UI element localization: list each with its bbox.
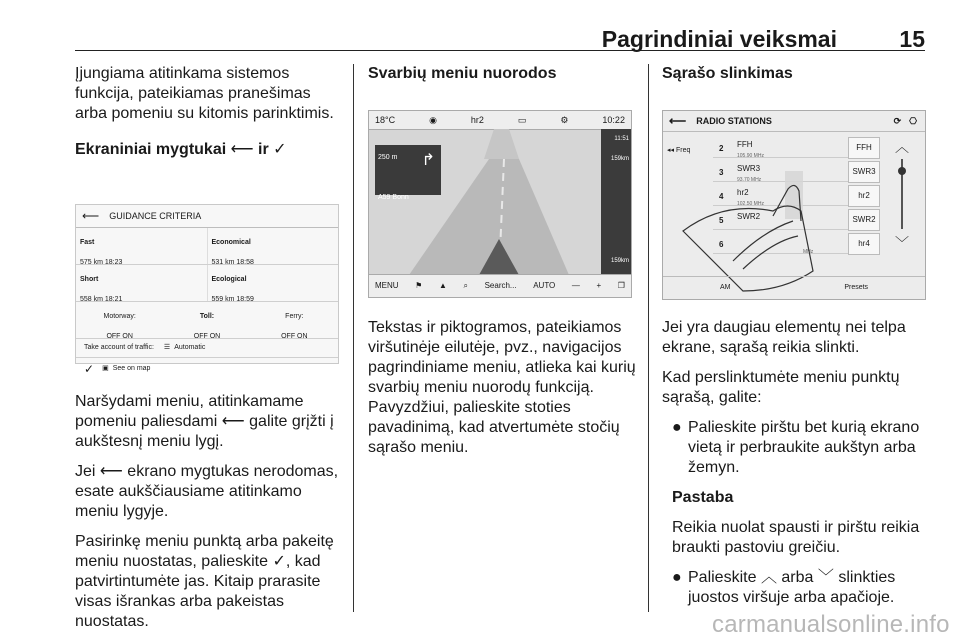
turn-distance: 250 m [378, 154, 398, 161]
screen-title-bar [76, 205, 338, 228]
subheading-scrolling: Sąrašo slinkimas [662, 65, 793, 82]
option-label: Fast [80, 239, 95, 246]
refresh-icon[interactable]: ⟳ [893, 116, 902, 126]
toggle-ferry[interactable] [251, 302, 338, 338]
route-row [76, 265, 338, 302]
paragraph-navigate [75, 392, 343, 452]
sort-label: Freq [675, 147, 691, 154]
option-economical[interactable] [207, 228, 339, 264]
option-info: 531 km 18:58 [211, 259, 254, 266]
route-sidebar [601, 129, 631, 275]
option-short[interactable] [76, 265, 207, 301]
toggle-off: OFF [281, 333, 296, 340]
navigation-arrow-icon[interactable]: ▲ [438, 281, 447, 290]
compass-icon[interactable]: ◉ [429, 115, 437, 125]
station-frequency: 105.90 MHz [737, 153, 764, 159]
watermark: carmanualsonline.info [712, 611, 950, 638]
screen-title: RADIO STATIONS [696, 116, 772, 126]
list-icon: ☰ [163, 344, 171, 351]
remaining-distance: 159km [610, 258, 629, 264]
toggle-on: ON [209, 333, 221, 340]
flag-icon[interactable]: ⚑ [415, 281, 423, 290]
back-arrow-icon: ⟵ [221, 413, 245, 430]
option-info: 575 km 18:23 [80, 259, 123, 266]
eta: 11:51 [614, 136, 629, 142]
layers-icon[interactable]: ❐ [617, 281, 625, 290]
text: arba [781, 569, 814, 586]
road-name: A59 Bonn [378, 194, 409, 201]
station-name: SWR3 [737, 164, 761, 173]
search-field[interactable]: Search... [484, 281, 517, 290]
station-frequency: MHz [803, 249, 814, 255]
zoom-in-icon[interactable]: + [596, 281, 602, 290]
paragraph-confirm [75, 532, 343, 632]
chevron-down-icon: ﹀ [817, 569, 834, 586]
back-arrow-icon: ⟵ [99, 463, 123, 480]
station-number: 5 [719, 216, 724, 225]
preset-button[interactable]: SWR3 [848, 161, 880, 183]
traffic-value: Automatic [174, 344, 206, 351]
temperature: 18°C [375, 115, 396, 125]
menu-button[interactable]: MENU [375, 281, 399, 290]
column-divider [648, 64, 649, 612]
subheading-shortcuts: Svarbių meniu nuorodos [368, 65, 557, 82]
option-ecological[interactable] [207, 265, 339, 301]
station-number: 3 [719, 168, 724, 177]
radio-stations-screenshot [662, 110, 926, 300]
station-name: SWR2 [737, 212, 761, 221]
station-frequency: 102.50 MHz [737, 201, 764, 207]
paragraph-top-level [75, 462, 343, 522]
checkmark-icon[interactable]: ✓ [84, 362, 95, 376]
chevron-down-icon[interactable]: ﹀ [895, 235, 909, 251]
toggle-label: Motorway: [103, 313, 136, 320]
subheading-screen-buttons [75, 140, 343, 160]
bullet-icon: ● [672, 419, 682, 436]
route-row [76, 228, 338, 265]
screen-title: GUIDANCE CRITERIA [109, 211, 202, 221]
text: Pasirinkę meniu punktą arba pakeitę meniu nuostatas, palieskite [75, 533, 334, 570]
station-name: FFH [737, 140, 753, 149]
chevron-up-icon: ︿ [760, 569, 777, 586]
map-icon: ▣ [102, 365, 109, 372]
traffic-label: Take account of traffic: [84, 344, 154, 351]
zoom-out-icon[interactable]: — [571, 281, 580, 290]
back-arrow-icon[interactable]: ⟵ [82, 209, 100, 223]
guidance-criteria-screenshot [75, 204, 339, 376]
column-right [662, 64, 932, 618]
toggle-off: OFF [193, 333, 208, 340]
back-arrow-icon[interactable]: ⟵ [669, 114, 687, 128]
option-label: Economical [211, 239, 251, 246]
toggle-label: Toll: [199, 313, 215, 320]
station-number: 4 [719, 192, 724, 201]
turn-instruction [375, 145, 441, 201]
presets-button[interactable]: Presets [844, 284, 869, 291]
preset-button[interactable]: SWR2 [848, 209, 880, 231]
bullet-icon: ● [672, 569, 682, 586]
am-button[interactable]: AM [719, 284, 731, 291]
screen-footer [76, 358, 338, 380]
see-on-map-label[interactable]: See on map [112, 365, 151, 372]
subheading-text: Ekraniniai mygtukai [75, 141, 227, 158]
radio-bottom-bar [663, 276, 925, 299]
chevron-up-icon[interactable]: ︿ [895, 139, 909, 155]
preset-button[interactable]: hr2 [848, 185, 880, 207]
text: ekrano mygtukas nerodomas, esate aukščiausiame atitinkamo meniu lygyje. [75, 463, 339, 520]
text: galite grįžti į aukštesnį meniu lygį. [75, 413, 334, 450]
option-fast[interactable] [76, 228, 207, 264]
page-title: Pagrindiniai veiksmai [601, 26, 837, 52]
toggle-label: Ferry: [285, 313, 304, 320]
intro-paragraph: Įjungiama atitinkama sistemos funkcija, pateikiamas pranešimas arba pomeniu su kitomis parinktimis. [75, 65, 334, 122]
text: slinkties juostos viršuje arba apačioje. [688, 569, 896, 606]
map-bottom-bar [369, 274, 631, 297]
bullet-swipe [662, 418, 932, 478]
sort-icon: ◂◂ [667, 147, 675, 154]
gear-icon[interactable]: ⚙ [560, 115, 569, 125]
column-divider [353, 64, 354, 612]
remaining-distance: 159km [610, 156, 629, 162]
navigation-map-screenshot [368, 110, 632, 298]
bullet-arrows [662, 568, 932, 608]
column-left [75, 64, 343, 642]
note-title: Pastaba [672, 489, 734, 506]
message-icon[interactable]: ▭ [517, 115, 527, 125]
finger-swipe-illustration [663, 111, 925, 299]
toggle-on: ON [122, 333, 133, 340]
page-header [75, 22, 925, 51]
back-arrow-icon: ⟵ [230, 141, 254, 158]
settings-icon[interactable]: ⎔ [909, 116, 917, 126]
map-top-bar [369, 111, 631, 130]
option-label: Short [80, 276, 99, 283]
toggle-on: ON [297, 333, 308, 340]
scroll-paragraph-2: Kad perslinktumėte meniu punktų sąrašą, galite: [662, 369, 900, 406]
toggle-off: OFF [106, 333, 121, 340]
shortcuts-paragraph: Tekstas ir piktogramos, pateikiamos viršutinėje eilutėje, pvz., navigacijos pagrindiniame meniu, atlieka kai kurių svarbių meniu nuorodų funkciją. Pavyzdžiui, palieskite stoties pavadinimą, kad atvertumėte stočių sąrašo meniu. [368, 319, 636, 456]
station-name: hr2 [737, 188, 749, 197]
option-info: 558 km 18:21 [80, 296, 123, 303]
station-name[interactable]: hr2 [470, 115, 484, 125]
station-frequency: 93.70 MHz [737, 177, 762, 183]
text: , kad patvirtintumėte jas. Kitaip prarasite visas išrankas arba pakeistas nuostatas. [75, 553, 321, 630]
text: Palieskite [688, 569, 757, 586]
note-text: Reikia nuolat spausti ir pirštu reikia braukti pastoviu greičiu. [672, 519, 920, 556]
page-number: 15 [899, 26, 925, 52]
subheading-text: ir [258, 141, 269, 158]
station-number: 2 [719, 144, 724, 153]
option-label: Ecological [211, 276, 247, 283]
auto-zoom-button[interactable]: AUTO [533, 281, 556, 290]
text: Naršydami meniu, atitinkamame pomeniu paliesdami [75, 393, 304, 430]
station-number: 6 [719, 240, 724, 249]
preset-button[interactable]: FFH [848, 137, 880, 159]
column-middle [368, 64, 638, 468]
clock: 10:22 [602, 115, 625, 125]
text: Palieskite pirštu bet kurią ekrano vietą ir perbraukite aukštyn arba žemyn. [688, 419, 920, 476]
text: Jei [75, 463, 96, 480]
checkmark-icon: ✓ [273, 141, 287, 158]
checkmark-icon: ✓ [272, 553, 286, 570]
option-info: 559 km 18:59 [211, 296, 254, 303]
search-icon: ⌕ [463, 281, 468, 290]
scroll-paragraph-1: Jei yra daugiau elementų nei telpa ekrane, sąrašą reikia slinkti. [662, 319, 906, 356]
turn-right-icon: ↱ [421, 152, 435, 169]
preset-button[interactable]: hr4 [848, 233, 880, 255]
